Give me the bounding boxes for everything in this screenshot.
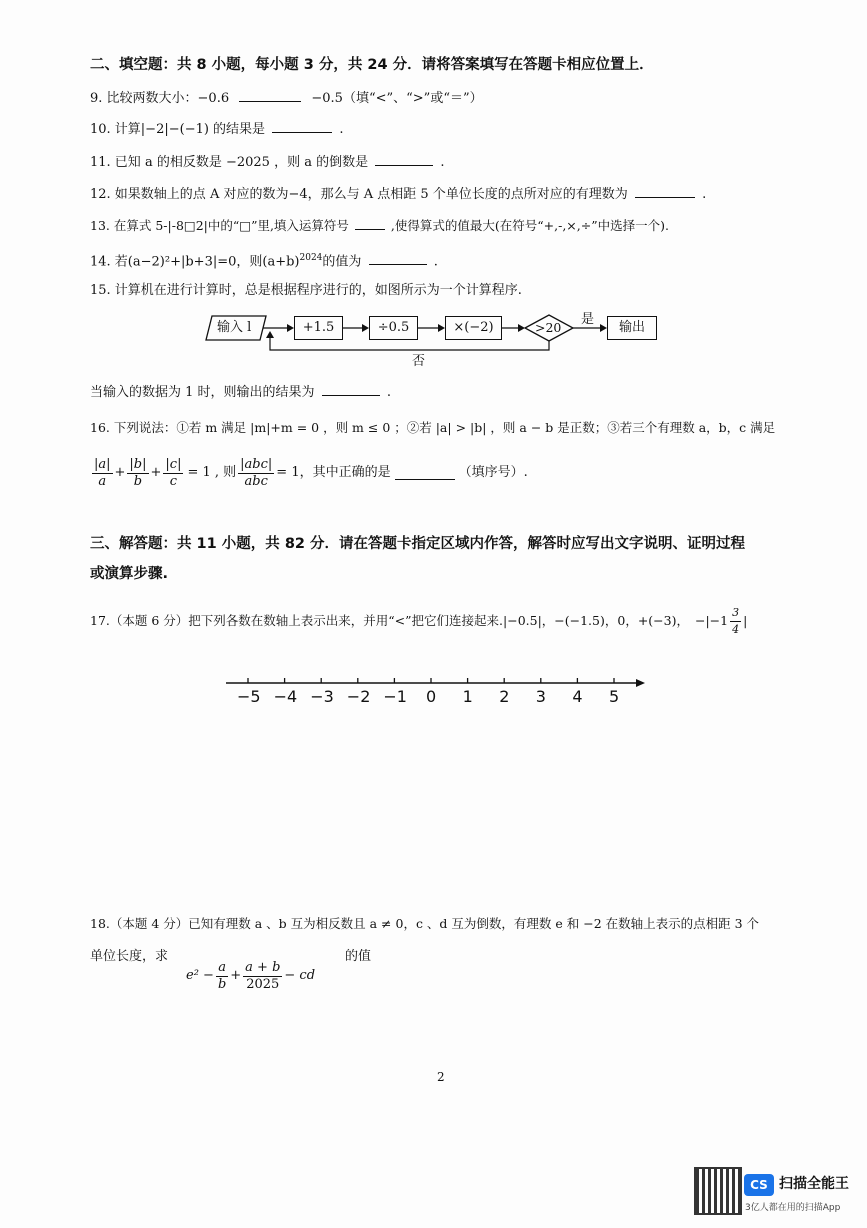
q17-text: 17.（本题 6 分）把下列各数在数轴上表示出来，并用“<”把它们连接起来.|−0.5|，−(−1.5)，0，+(−3)， (90, 613, 689, 628)
flow-no-label: 否 (412, 354, 426, 369)
q9-tail: −0.5（填“<”、“>”或“＝”） (311, 91, 483, 106)
q18-expression (186, 955, 315, 997)
q16-eq2: = 1，其中正确的是 (276, 465, 391, 480)
q15-after-text: 当输入的数据为 1 时，则输出的结果为 (90, 385, 315, 400)
q16-frac-c: $\frac{|c|}{c}$ (165, 456, 182, 489)
flow-step-add: +1.5 (294, 316, 343, 340)
q17-frac-three-quarters: $\frac{3}{4}$ (732, 605, 740, 636)
q15-tail: . (386, 385, 391, 400)
q14-text: 14. 若(a−2)²+|b+3|=0，则(a+b) (90, 254, 300, 270)
section3-title-line2: 或演算步骤. (90, 566, 169, 582)
number-line-label: 2 (499, 687, 510, 706)
q13-tail: ,使得算式的值最大(在符号“+,-,×,÷”中选择一个). (390, 218, 669, 233)
question-15: 15. 计算机在进行计算时，总是根据程序进行的，如图所示为一个计算程序. (90, 283, 522, 298)
q18-plus: + (230, 968, 242, 983)
footer-tagline: 3亿人都在用的扫描App (745, 1203, 841, 1213)
q18-e-squared: e² − (186, 968, 214, 983)
q13-text: 13. 在算式 5-|-8□2|中的“□”里,填入运算符号 (90, 218, 349, 233)
q16-frac-a: $\frac{|a|}{a}$ (94, 456, 111, 489)
number-line-label: −2 (346, 687, 371, 706)
question-17: 17.（本题 6 分）把下列各数在数轴上表示出来，并用“<”把它们连接起来.|−0.5|，−(−1.5)，0，+(−3)， −|−1 $\frac{3}{4}$ | (90, 605, 748, 636)
q12-text: 12. 如果数轴上的点 A 对应的数为−4，那么与 A 点相距 5 个单位长度的点所对应的有理数为 (90, 187, 628, 202)
q16-frac-b: $\frac{|b|}{b}$ (129, 456, 147, 489)
question-16-line1: 16. 下列说法：①若 m 满足 |m|+m = 0 ，则 m ≤ 0 ；②若 |a| > |b| ，则 a − b 是正数；③若三个有理数 a，b，c 满足 (90, 420, 776, 435)
number-line-label: −4 (273, 687, 298, 706)
q10-text: 10. 计算|−2|−(−1) 的结果是 (90, 122, 266, 137)
q14-exponent: 2024 (299, 253, 323, 263)
number-line-label: 4 (572, 687, 583, 706)
number-line-label: 0 (426, 687, 437, 706)
q14-mid: 的值为 (322, 254, 362, 270)
flow-condition-label: >20 (535, 320, 562, 335)
camscanner-logo-icon: CS (744, 1174, 774, 1196)
footer-brand: 扫描全能王 (779, 1176, 849, 1192)
number-line-label: −1 (383, 687, 407, 706)
flow-step-divide: ÷0.5 (369, 316, 418, 340)
number-line-label: 5 (609, 687, 620, 706)
number-line-label: −3 (310, 687, 334, 706)
question-16-line2: $\frac{|a|}{a}$ + $\frac{|b|}{b}$ + $\frac{|c|}{c}$ = 1 , 则 $\frac{\text{|abc|}}{\text{abc}}$ = 1，其中正确的是 （填序号）. (94, 456, 528, 489)
flow-step-multiply: ×(−2) (445, 316, 502, 340)
q10-tail: . (339, 122, 344, 137)
section3-title-line1: 三、解答题：共 11 小题，共 82 分．请在答题卡指定区域内作答，解答时应写出文字说明、证明过程 (90, 536, 746, 552)
q16-frac-abc: $\frac{\text{|abc|}}{\text{abc}}$ (240, 456, 273, 489)
q18-tail: 的值 (345, 949, 372, 964)
flow-output-box: 输出 (607, 316, 657, 340)
number-line-label: 1 (462, 687, 473, 706)
q18-minus-cd: − cd (284, 968, 316, 983)
qr-code-icon (694, 1167, 742, 1215)
q11-text: 11. 已知 a 的相反数是 −2025 ，则 a 的倒数是 (90, 155, 369, 170)
question-18-line1: 18.（本题 4 分）已知有理数 a 、b 互为相反数且 a ≠ 0，c 、d 互为倒数，有理数 e 和 −2 在数轴上表示的点相距 3 个 (90, 916, 760, 931)
flow-yes-label: 是 (581, 312, 595, 327)
number-line-label: 3 (535, 687, 546, 706)
q18-frac-sum-over-2025: $\frac{a + b}{2025}$ (245, 959, 281, 992)
q18-frac-a-over-b: $\frac{a}{b}$ (217, 959, 227, 992)
page-number: 2 (437, 1070, 445, 1084)
q16-tail: （填序号）. (458, 465, 528, 480)
q14-tail: . (433, 254, 438, 270)
number-line-arrow (636, 679, 645, 687)
number-line-label: −5 (237, 687, 261, 706)
q16-eq1: = 1 , 则 (187, 465, 237, 480)
q11-tail: . (440, 155, 445, 170)
question-18-line2: 单位长度，求 (90, 949, 169, 964)
q17-last-number: −|−1 (694, 613, 729, 628)
section2-title: 二、填空题：共 8 小题，每小题 3 分，共 24 分．请将答案填写在答题卡相应位置上． (90, 57, 654, 73)
q12-tail: . (702, 187, 707, 202)
q9-text: 9. 比较两数大小：−0.6 (90, 91, 230, 106)
flow-input-label: 输入 l (217, 320, 252, 335)
